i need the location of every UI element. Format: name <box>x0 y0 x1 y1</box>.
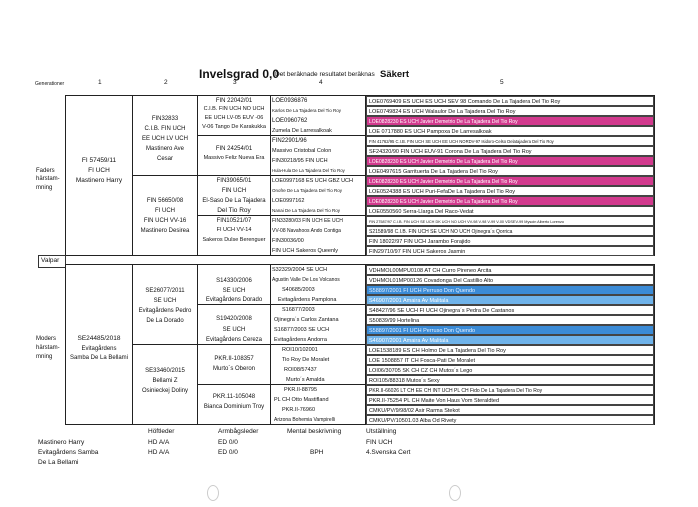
gen4-item: Evitagårdens Andorra <box>274 337 327 343</box>
gen-number-2: 2 <box>164 79 168 86</box>
gen4-item: FIN33280/03 FIN UCH EE UCH <box>272 218 343 224</box>
gen2-0-line-4: Cesar <box>156 156 173 162</box>
gen5-row: CMKU/PV/10501.03 Alba Od Rivety <box>366 415 654 425</box>
footer-row-1-mental: BPH <box>310 449 324 456</box>
footer-row-0-ed: ED 0/0 <box>218 439 238 446</box>
gen4-item: Nanai De La Tajadera Del Tio Roy <box>272 208 340 213</box>
gen-number-5: 5 <box>500 79 504 86</box>
result-value: Säkert <box>380 69 410 80</box>
gen4-item: FIN30036/00 <box>272 238 304 244</box>
gen3-1-line-1: Massivo Feliz Nueva Era <box>203 155 265 161</box>
footer-header-mental: Mental beskrivning <box>287 428 342 435</box>
frame-right-dam <box>654 264 655 424</box>
gen3-2-line-1: FIN UCH <box>221 188 247 194</box>
gen5-row-highlight: S46907/2001 Amaira Av Malitala <box>366 295 654 305</box>
generation-label: Generationer <box>35 81 65 87</box>
valpar-label: Valpar <box>41 257 60 264</box>
gen3-0-line-1: C.I.B. FIN UCH NO UCH <box>203 106 265 112</box>
gen3-7-line-1: Bianca Dominium Troy <box>203 404 265 410</box>
gen3-3-line-2: Sakeros Dulse Berenguer <box>202 237 266 243</box>
gen4-item: Hula-Hula De La Tajadera Del Tio Roy <box>272 168 345 173</box>
footer-header-elbows: Armbågsleder <box>218 428 259 435</box>
gen3-2-line-2: El-Saso De La Tajadera <box>202 198 266 204</box>
dam-reg: SE24485/2018 <box>77 335 121 342</box>
gen5-row: LOE0769409 ES UCH ES UCH SEV 98 Comando De La Tajadera Del Tio Roy <box>366 96 654 106</box>
gen3-5-line-0: S19420/2008 <box>216 316 252 322</box>
gen2-0-line-2: EE UCH LV UCH <box>142 136 188 142</box>
gen-number-4: 4 <box>319 79 323 86</box>
gen3-5-line-1: SE UCH <box>222 327 246 333</box>
gen5-row-highlight: S46907/2001 Amaira Av Malitala <box>366 335 654 345</box>
frame-left-dam <box>65 264 66 424</box>
gen4-item: Evitagårdens Pamplona <box>278 297 337 303</box>
gen4-item: S40685/2003 <box>282 287 315 293</box>
gen5-row: PKR.II-66026 LT CH EE CH INT UCH PL CH Fido De La Tajadera Del Tio Roy <box>366 385 654 395</box>
footer-row-0-name: Mastinero Harry <box>38 439 85 446</box>
gen5-row: S50839/99 Hortelina <box>366 315 654 325</box>
gen5-row: LOE 0717880 ES UCH Pampoxa De Larresalkoak <box>366 126 654 136</box>
gen3-6-line-0: PKR.II-108357 <box>214 356 254 362</box>
punch-hole-left <box>207 485 219 501</box>
gen4-item: VV-08 Navahoos Ando Contiga <box>272 228 341 234</box>
gen4-item: FIN22901/96 <box>272 138 307 144</box>
gen3-4-line-2: Evitagårdens Dorado <box>205 297 263 303</box>
dam-name-2: Samba De La Bellami <box>69 355 129 361</box>
gen4-item: PKR.II-76960 <box>282 407 316 413</box>
gen5-row-highlight: S58897/2001 FI UCH Perruso Don Quendo <box>366 325 654 335</box>
gen4-sire-column <box>270 96 365 256</box>
gen5-row: FIN 18022/97 FIN UCH Jarambo Forajido <box>366 236 654 246</box>
gen2-2-line-3: De La Dorado <box>146 318 184 324</box>
gen4-item: LOE0936876 <box>272 98 308 104</box>
gen3-4-line-0: S14330/2006 <box>216 278 252 284</box>
footer-row-1-name: Evitagårdens Samba <box>38 449 99 456</box>
gen2-2-line-2: Evitagårdens Pedro <box>138 308 192 314</box>
gen4-item: ROI08/57437 <box>284 367 317 373</box>
gen5-row: LOI06/30705 SK CH CZ CH Mutos´s Lego <box>366 365 654 375</box>
gen3-1-line-0: FIN 24254/01 <box>215 146 253 152</box>
gen5-row: FIN29710/97 FIN UCH Sakeros Jasmin <box>366 246 654 256</box>
moders-label-1: Moders <box>36 336 57 342</box>
gen5-row: LOE1538189 ES CH Holmo De La Tajadera Del Tio Roy <box>366 345 654 355</box>
gen4-dam-column <box>270 265 365 425</box>
gen2-3-line-0: SE33460/2015 <box>145 368 185 374</box>
footer-row-0-show: FIN UCH <box>366 439 393 446</box>
gen4-item: S16877/2003 <box>282 307 315 313</box>
gen3-0-line-2: EE UCH LV-05 EUV -06 <box>204 115 264 121</box>
gen3-5-line-2: Evitagårdens Cereza <box>205 337 263 343</box>
gen5-row-highlight: LOE0828230 ES UCH Javier Demetrio De La Tajadera Del Tio Roy <box>366 196 654 206</box>
gen4-item: LOE0997168 ES UCH GBZ UCH <box>272 178 354 184</box>
gen4-item: Tio Roy De Moralet <box>282 357 330 363</box>
gen4-item: ROI10/102001 <box>282 347 318 353</box>
gen4-item: Ojinegra´s Carlos Zantana <box>274 317 339 323</box>
frame-right-sire <box>654 95 655 255</box>
gen5-row-highlight: LOE0828230 ES UCH Javier Demetrio De La Tajadera Del Tio Roy <box>366 176 654 186</box>
gen-number-1: 1 <box>98 79 102 86</box>
gen4-item: FIN30218/95 FIN UCH <box>272 158 328 164</box>
gen4-item: PKR.II-88795 <box>284 387 318 393</box>
gen-number-3: 3 <box>233 79 237 86</box>
footer-row-1-hd: HD A/A <box>148 449 170 456</box>
gen5-row: PKR.II-75254 PL CH Maite Von Haus Vom Steraldted <box>366 395 654 405</box>
gen5-row: S21589/98 C.I.B. FIN UCH SE UCH NO UCH Ojinegra´s Qorrica <box>366 226 654 236</box>
gen4-item: LOE0960762 <box>272 118 308 124</box>
gen3-0-line-3: V-06 Tango De Karakukka <box>202 124 266 130</box>
gen2-1-line-1: FI UCH <box>155 208 175 214</box>
gen3-2-line-3: Del Tio Roy <box>217 207 251 214</box>
gen4-item: Karlos De La Tajadera Del Tio Roy <box>272 108 341 113</box>
gen5-row: CMKU/PV/9/98/02 Asir Rarma Stekot <box>366 405 654 415</box>
frame-left-sire <box>65 95 66 255</box>
gen5-row: LOE0524388 ES UCH Puri-FefaDe La Tajadera Del Tio Roy <box>366 186 654 196</box>
gen2-3-line-1: Bellami Z <box>152 378 178 384</box>
moders-label-3: mning <box>36 354 53 360</box>
gen3-4-line-1: SE UCH <box>222 288 246 294</box>
gen5-row-highlight: LOE0828230 ES UCH Javier Demetrio De La Tajadera Del Tio Roy <box>366 156 654 166</box>
gen4-item: Zumela De Larresalkoak <box>272 128 332 134</box>
gen3-6-line-1: Murto´s Oberon <box>212 366 255 372</box>
sire-title: FI UCH <box>88 167 110 174</box>
gen2-0-line-1: C.I.B. FIN UCH <box>144 126 186 132</box>
gen2-2-line-1: SE UCH <box>153 298 177 304</box>
punch-hole-right <box>449 485 461 501</box>
gen3-3-line-0: FIN10521/07 <box>216 218 252 224</box>
gen2-1-line-2: FIN UCH VV-16 <box>143 218 187 224</box>
sire-reg: FI 57459/11 <box>81 157 117 164</box>
gen4-item: Onofre De La Tajadera Del Tio Roy <box>272 188 342 193</box>
sire-name: Mastinero Harry <box>75 177 123 184</box>
gen3-2-line-0: FIN39065/01 <box>216 178 252 184</box>
gen5-row: VDHMOL01MP00126 Covadonga Del Castillio Alto <box>366 275 654 285</box>
gen5-row: LOE0497615 Garrituerta De La Tajadera Del Tio Roy <box>366 166 654 176</box>
gen4-item: Arizona Bohemia Vampirelli <box>274 417 336 423</box>
footer-row-1-show: 4.Svenska Cert <box>366 449 411 456</box>
faders-label-1: Faders <box>36 168 55 174</box>
gen2-0-line-3: Mastinero Ave <box>146 146 184 152</box>
gen3-0-line-0: FIN 22042/01 <box>215 98 253 104</box>
moders-label-2: härstam- <box>36 345 60 351</box>
gen5-row: FIN 41762/95 C.I.B. FIN UCH SE UCH EE UCH NORDV-97 Isidoro-Celso Delatajadera Del Tio Roy <box>366 136 654 146</box>
gen5-row: ROI105/88318 Mutos´s Sexy <box>366 375 654 385</box>
gen5-row: LOE 1508857 IT CH Fosca-Pati De Moralet <box>366 355 654 365</box>
gen4-item: PL CH Otto Mastifland <box>274 397 329 403</box>
gen4-item: LOE0997162 <box>272 198 305 204</box>
gen5-row: LOE0550560 Serra-Llarga Del Raco-Vedat <box>366 206 654 216</box>
gen4-item: FIN UCH Sakeros Queenly <box>272 248 339 254</box>
footer-row-1-ed: ED 0/0 <box>218 449 238 456</box>
gen2-3-line-2: Osinieckej Doliny <box>141 388 189 394</box>
result-caption: Det beräknade resultatet beräknas <box>275 71 375 78</box>
gen2-1-line-3: Mastinero Desirea <box>140 228 190 234</box>
gen4-item: S32329/2004 SE UCH <box>272 267 328 273</box>
gen5-row-highlight: LOE0828230 ES UCH Javier Demetrio De La Tajadera Del Tio Roy <box>366 116 654 126</box>
footer-header-show: Utställning <box>366 428 397 435</box>
gen4-item: Agustin Valle De Los Volcanos <box>272 277 340 283</box>
faders-label-3: mning <box>36 185 53 191</box>
footer-row-2-name: De La Bellami <box>38 459 79 466</box>
gen3-7-line-0: PKR.11-105048 <box>212 394 256 400</box>
gen3-3-line-1: FI UCH VV-14 <box>216 227 252 233</box>
gen4-item: S16877/2003 SE UCH <box>274 327 330 333</box>
faders-label-2: härstam- <box>36 176 60 182</box>
gen5-row: S48427/96 SE UCH FI UCH Ojinegra´s Pedra De Castanos <box>366 305 654 315</box>
gen2-0-line-0: FIN32833 <box>151 116 179 122</box>
gen2-1-line-0: FIN 56650/08 <box>146 198 184 204</box>
footer-header-hips: Höftleder <box>148 428 175 435</box>
gen5-row: SF24320/90 FIN UCH EUV-91 Corona De La Tajadera Del Tio Roy <box>366 146 654 156</box>
gen5-row: LOE0749824 ES UCH Walaulor De La Tajadera Del Tio Roy <box>366 106 654 116</box>
gen4-item: Murto´s Amalda <box>286 377 325 383</box>
gen5-row: VDHMOL00MPU0108 AT CH Curro Pireneo Arcita <box>366 265 654 275</box>
gen5-row-highlight: S58897/2001 FI UCH Perruso Don Quendo <box>366 285 654 295</box>
gen5-row: FIN 27587/97 C.I.B. FIN UCH SE UCH DK UCH NO UCH VV-98 V-98 V-99 V-00 VDSEV-99 Mysoin Alberto Lorenzo <box>366 216 654 226</box>
gen4-item: Massivo Cristobal Colon <box>272 148 332 154</box>
footer-row-0-hd: HD A/A <box>148 439 170 446</box>
page-title: Invelsgrad 0,0 <box>199 67 280 81</box>
gen2-2-line-0: SE26077/2011 <box>145 288 185 294</box>
dam-name-1: Evitagårdens <box>81 346 117 352</box>
